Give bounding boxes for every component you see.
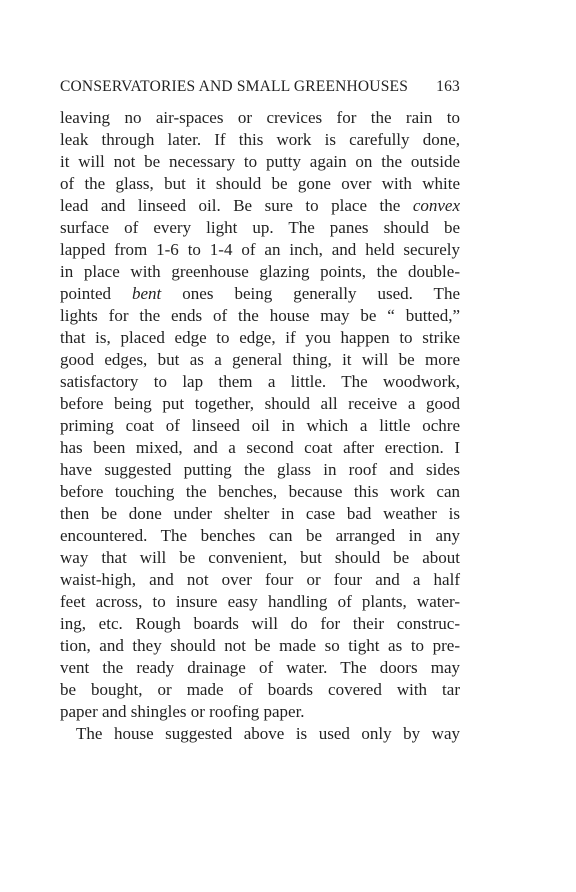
italic-word: convex xyxy=(412,196,460,215)
text-line: before touching the benches, because this work can xyxy=(60,482,460,501)
text-line: priming coat of linseed oil in which a little ochre xyxy=(60,416,460,435)
body-text xyxy=(60,107,460,745)
italic-word: bent xyxy=(132,284,162,303)
text-line: way that will be convenient, but should be about xyxy=(60,548,460,567)
text-line: in place with greenhouse glazing points, the double- xyxy=(60,262,460,281)
text-line: good edges, but as a general thing, it will be more xyxy=(60,350,460,369)
text-line: feet across, to insure easy handling of plants, water- xyxy=(60,592,460,611)
text-line: satisfactory to lap them a little. The woodwork, xyxy=(60,372,460,391)
text-line: waist-high, and not over four or four and a half xyxy=(60,570,460,589)
text-line: lead and linseed oil. Be sure to place the convex xyxy=(60,196,460,215)
paragraph-start-line: The house suggested above is used only by way xyxy=(76,724,460,743)
text-line: surface of every light up. The panes should be xyxy=(60,218,460,237)
text-line: lights for the ends of the house may be “ butted,” xyxy=(60,306,460,325)
text-line: leaving no air-spaces or crevices for the rain to xyxy=(60,108,460,127)
text-line: have suggested putting the glass in roof and sides xyxy=(60,460,460,479)
text-line: then be done under shelter in case bad weather is xyxy=(60,504,460,523)
running-head-title: CONSERVATORIES AND SMALL GREENHOUSES xyxy=(60,78,409,95)
text-line: encountered. The benches can be arranged in any xyxy=(60,526,460,545)
text-line: has been mixed, and a second coat after erection. I xyxy=(60,438,460,457)
text-line: it will not be necessary to putty again on the outside xyxy=(60,152,460,171)
page-number: 163 xyxy=(436,78,460,95)
text-line: tion, and they should not be made so tight as to pre- xyxy=(60,636,460,655)
text-line: that is, placed edge to edge, if you happen to strike xyxy=(60,328,460,347)
text-line: pointed bent ones being generally used. The xyxy=(60,284,460,303)
text-line: vent the ready drainage of water. The doors may xyxy=(60,658,460,677)
paragraph-end-line: paper and shingles or roofing paper. xyxy=(60,702,305,721)
text-line: ing, etc. Rough boards will do for their construc- xyxy=(60,614,460,633)
text-line: before being put together, should all receive a good xyxy=(60,394,460,413)
text-line: be bought, or made of boards covered with tar xyxy=(60,680,460,699)
text-line: leak through later. If this work is carefully done, xyxy=(60,130,460,149)
running-head xyxy=(60,78,460,100)
text-line: lapped from 1-6 to 1-4 of an inch, and held securely xyxy=(60,240,460,259)
text-line: of the glass, but it should be gone over with white xyxy=(60,174,460,193)
